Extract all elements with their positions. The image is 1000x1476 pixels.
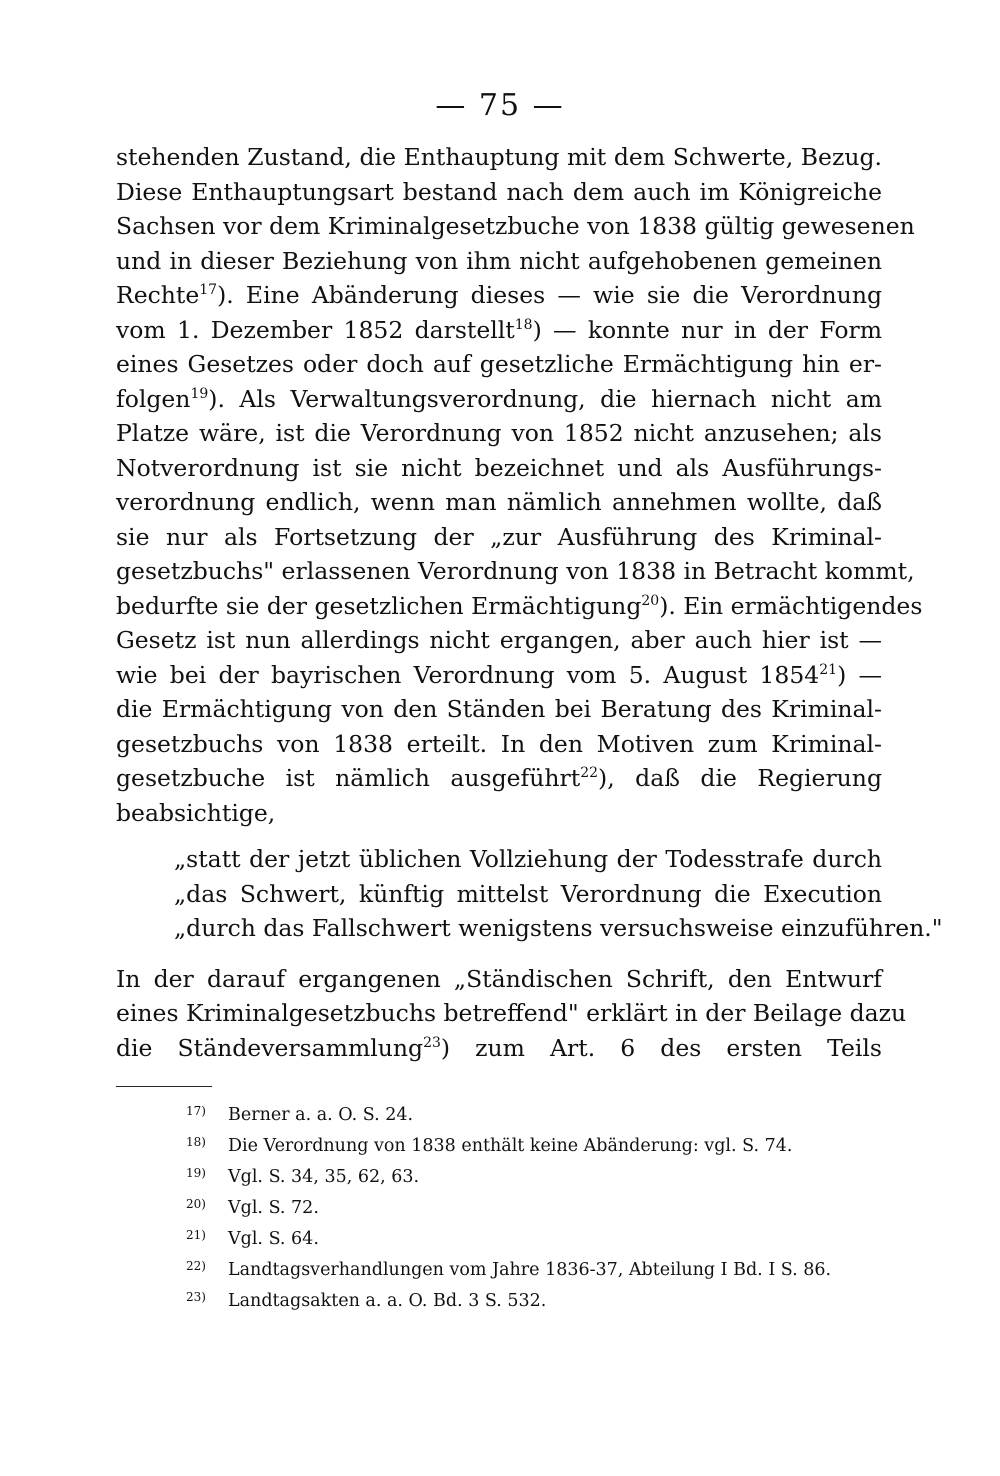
footnote	[186, 1255, 886, 1286]
text-line: eines Gesetzes oder doch auf gesetzliche Ermächtigung hin er-	[116, 350, 882, 378]
quote-line: „durch das Fallschwert wenigstens versuchsweise einzuführen."	[174, 914, 943, 942]
text-line	[116, 589, 923, 624]
text-line	[116, 658, 882, 693]
spacer	[116, 946, 882, 962]
footnote-divider	[116, 1086, 212, 1087]
text-line: stehenden Zustand, die Enthauptung mit dem Schwerte, Bezug.	[116, 143, 882, 171]
text-line: Notverordnung ist sie nicht bezeichnet und als Ausführungs-	[116, 453, 882, 482]
footnotes	[186, 1100, 886, 1317]
footnote	[186, 1286, 886, 1317]
footnote-number: 22)	[186, 1259, 206, 1273]
footnote	[186, 1100, 886, 1131]
footnote-number: 18)	[186, 1135, 206, 1149]
text-fragment: vom 1. Dezember 1852 darstellt	[116, 315, 515, 344]
text-line	[116, 313, 882, 348]
footnote-text: Berner a. a. O. S. 24.	[228, 1105, 414, 1125]
text-fragment: ). Als Verwaltungsverordnung, die hiernach nicht am	[208, 384, 882, 413]
footnote-text: Vgl. S. 34, 35, 62, 63.	[228, 1167, 420, 1187]
quote-line: „das Schwert, künftig mittelst Verordnung die Execution	[174, 879, 882, 908]
text-line	[116, 382, 882, 417]
footnote-ref: 19	[190, 385, 209, 402]
footnote	[186, 1224, 886, 1255]
footnote-text: Vgl. S. 64.	[228, 1229, 319, 1249]
footnote-text: Vgl. S. 72.	[228, 1198, 319, 1218]
footnote-text: Die Verordnung von 1838 enthält keine Abänderung: vgl. S. 74.	[228, 1136, 793, 1156]
text-line: beabsichtige,	[116, 798, 276, 827]
text-fragment: ) zum Art. 6 des ersten Teils	[440, 1033, 882, 1062]
text-line: sie nur als Fortsetzung der „zur Ausführung des Kriminal-	[116, 522, 882, 551]
footnote	[186, 1193, 886, 1224]
text-line: und in dieser Beziehung von ihm nicht aufgehobenen gemeinen	[116, 246, 882, 275]
text-line: Platze wäre, ist die Verordnung von 1852 nicht anzusehen; als	[116, 419, 882, 447]
text-line	[116, 278, 882, 313]
footnote-ref: 23	[423, 1034, 441, 1051]
text-line: eines Kriminalgesetzbuchs betreffend" erklärt in der Beilage dazu	[116, 999, 907, 1027]
text-line: gesetzbuchs" erlassenen Verordnung von 1838 in Betracht kommt,	[116, 557, 915, 585]
footnote	[186, 1162, 886, 1193]
footnote-ref: 20	[641, 592, 660, 609]
text-fragment: folgen	[116, 384, 191, 413]
footnote-ref: 17	[199, 282, 218, 299]
footnote-ref: 22	[580, 765, 599, 782]
footnote-ref: 21	[819, 661, 838, 678]
text-fragment: gesetzbuche ist nämlich ausgeführt	[116, 764, 581, 792]
text-fragment: bedurfte sie der gesetzlichen Ermächtigung	[116, 591, 642, 620]
text-fragment: die Ständeversammlung	[116, 1033, 424, 1062]
text-line: Sachsen vor dem Kriminalgesetzbuche von 1838 gültig gewesenen	[116, 212, 915, 240]
text-fragment: ), daß die Regierung	[598, 764, 882, 792]
text-fragment: ). Eine Abänderung dieses — wie sie die Verordnung	[217, 281, 882, 309]
spacer	[116, 830, 882, 842]
footnote-number: 19)	[186, 1166, 206, 1180]
text-line: Gesetz ist nun allerdings nicht ergangen, aber auch hier ist —	[116, 626, 882, 654]
text-line: die Ermächtigung von den Ständen bei Beratung des Kriminal-	[116, 695, 882, 723]
main-text	[116, 140, 943, 1065]
text-fragment: wie bei der bayrischen Verordnung vom 5. August 1854	[116, 660, 820, 689]
footnote	[186, 1131, 886, 1162]
footnote-text: Landtagsverhandlungen vom Jahre 1836-37, Abteilung I Bd. I S. 86.	[228, 1260, 832, 1280]
text-line	[116, 1031, 882, 1066]
footnote-number: 17)	[186, 1104, 206, 1118]
footnote-number: 20)	[186, 1197, 206, 1211]
text-fragment: ) — konnte nur in der Form	[532, 315, 882, 344]
footnote-number: 23)	[186, 1290, 206, 1304]
page-number: — 75 —	[435, 88, 565, 123]
text-line: gesetzbuchs von 1838 erteilt. In den Motiven zum Kriminal-	[116, 729, 882, 758]
text-line	[116, 761, 882, 796]
footnote-text: Landtagsakten a. a. O. Bd. 3 S. 532.	[228, 1291, 547, 1311]
quote-line: „statt der jetzt üblichen Vollziehung der Todesstrafe durch	[174, 845, 882, 873]
text-fragment: ) —	[837, 660, 882, 689]
text-line: In der darauf ergangenen „Ständischen Schrift, den Entwurf	[116, 964, 882, 993]
text-line: Diese Enthauptungsart bestand nach dem auch im Königreiche	[116, 177, 882, 206]
text-line: verordnung endlich, wenn man nämlich annehmen wollte, daß	[116, 488, 882, 516]
footnote-ref: 18	[514, 316, 533, 333]
text-fragment: Rechte	[116, 281, 200, 309]
text-fragment: ). Ein ermächtigendes	[659, 591, 923, 620]
footnote-number: 21)	[186, 1228, 206, 1242]
